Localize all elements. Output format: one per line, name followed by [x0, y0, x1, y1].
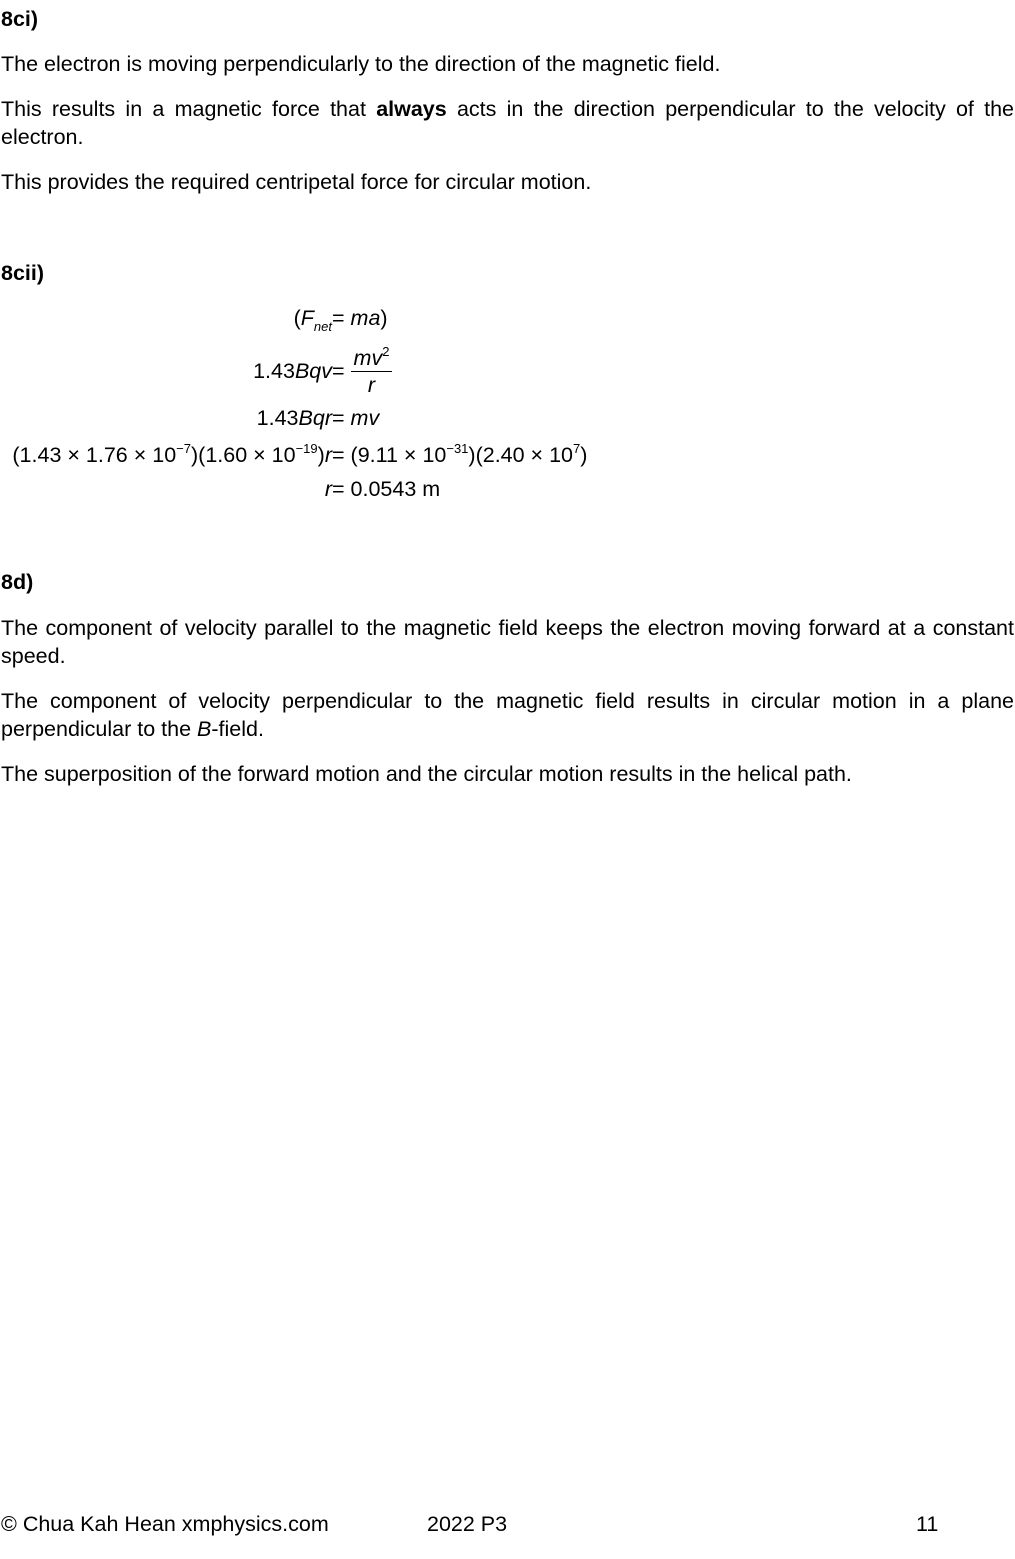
text: This results in a magnetic force that	[1, 97, 377, 121]
superscript: 2	[382, 344, 390, 359]
text: 1.43	[256, 406, 299, 430]
var: r	[324, 477, 332, 501]
var: B	[197, 717, 212, 741]
footer-paper: 2022 P3	[427, 1512, 508, 1536]
text: )	[580, 443, 588, 467]
numerator: mv	[353, 346, 383, 370]
paragraph: The electron is moving perpendicularly to the direction of the magnetic field.	[1, 52, 721, 76]
text: (1.43 × 1.76 × 10	[12, 443, 177, 467]
text: =	[332, 477, 351, 501]
heading-8d: 8d)	[1, 570, 34, 594]
equation-2	[0, 345, 700, 401]
text: )	[317, 443, 325, 467]
superscript: −19	[295, 441, 318, 456]
paragraph	[1, 687, 1014, 743]
var: Bqr	[298, 406, 332, 430]
superscript: −7	[176, 441, 191, 456]
var: r	[324, 443, 332, 467]
var: mv	[350, 406, 380, 430]
text: (	[293, 306, 301, 330]
answer: 0.0543 m	[350, 477, 441, 501]
paragraph: The component of velocity parallel to the magnetic field keeps the electron moving forward at a constant speed.	[1, 616, 1014, 668]
paragraph: The superposition of the forward motion and the circular motion results in the helical path.	[1, 762, 852, 786]
var: F	[300, 306, 314, 330]
superscript: −31	[446, 441, 469, 456]
var: Bqv	[294, 359, 332, 383]
paragraph: This provides the required centripetal force for circular motion.	[1, 170, 592, 194]
text: =	[332, 406, 351, 430]
text: 1.43	[253, 359, 295, 383]
bold-text: always	[376, 97, 447, 121]
text: (9.11 × 10	[350, 443, 447, 467]
footer-copyright: © Chua Kah Hean xmphysics.com	[1, 1512, 329, 1536]
text: )(2.40 × 10	[468, 443, 574, 467]
footer-page-number: 11	[916, 1512, 939, 1536]
text: )(1.60 × 10	[191, 443, 296, 467]
text: The component of velocity perpendicular to the magnetic field results in circular motion in a plane perpendicular to the	[1, 689, 1014, 741]
text: -field.	[211, 717, 264, 741]
var: ma	[350, 306, 381, 330]
heading-8cii: 8cii)	[1, 261, 45, 285]
text: =	[332, 443, 351, 467]
superscript: 7	[573, 441, 581, 456]
text: acts in the direction perpendicular to the velocity of the electron.	[1, 97, 1014, 149]
text: =	[332, 359, 351, 383]
paragraph	[1, 95, 1014, 151]
text: =	[332, 306, 351, 330]
denominator: r	[367, 373, 376, 397]
heading-8ci: 8ci)	[1, 7, 39, 31]
subscript: net	[313, 319, 332, 334]
text: )	[380, 306, 388, 330]
fraction	[351, 345, 393, 398]
